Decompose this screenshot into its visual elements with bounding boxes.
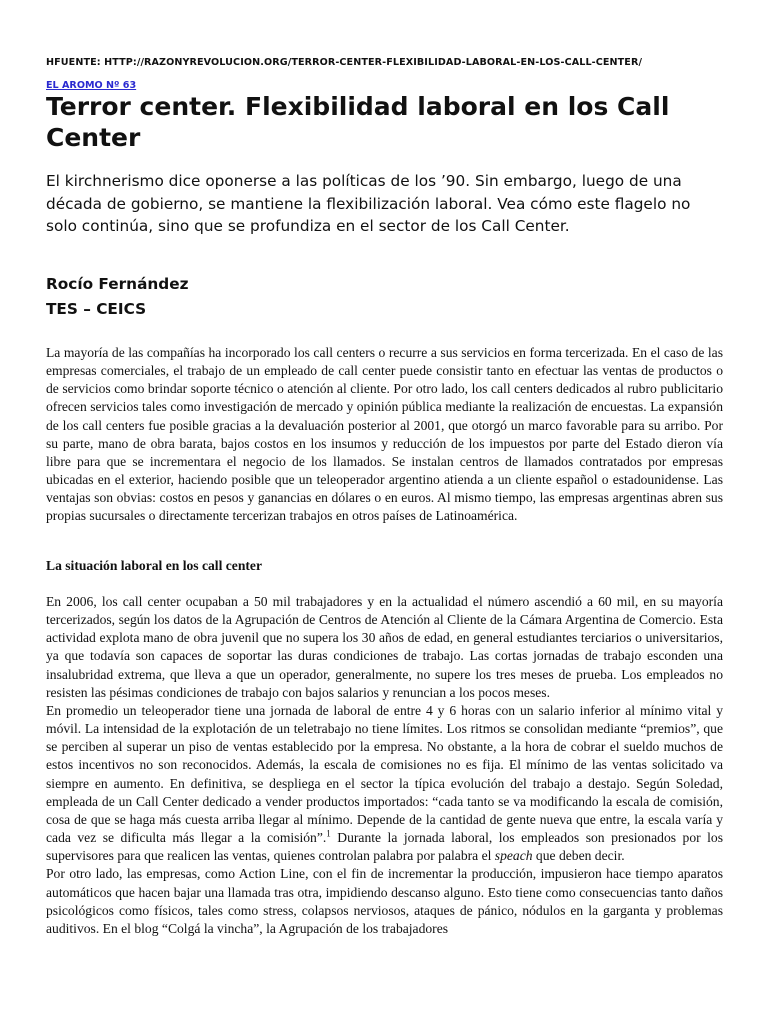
section-heading: La situación laboral en los call center: [46, 558, 262, 573]
section-body: [46, 593, 723, 938]
intro-paragraph: La mayoría de las compañías ha incorporado los call centers o recurre a sus servicios en forma tercerizada. En el caso de las empresas comerciales, el trabajo de un empleado de call center puede consistir tanto en efectuar las ventas de productos o de servicios como brindar soporte técnico o atención al cliente. Por otro lado, los call centers dedicados al rubro publicitario ofrecen servicios tales como investigación de mercado y opinión pública mediante la realización de encuestas. La expansión de los call centers fue posible gracias a la devaluación posterior al 2001, que otorgó un marco favorable para su arribo. Por su parte, mano de obra barata, bajos costos en los insumos y reducción de los impuestos por parte del Estado dieron vía libre para que se incrementara el negocio de los llamados. Se instalan centros de llamados contratados por empresas ubicadas en el exterior, haciendo posible que un teleoperador argentino atienda a un cliente español o estadounidense. Las ventajas son obvias: costos en pesos y ganancias en dólares o en euros. Al mismo tiempo, las empresas argentinas abren sus propias sucursales o directamente tercerizan trabajos en otros países de Latinoamérica.: [46, 345, 723, 524]
article-lead: El kirchnerismo dice oponerse a las políticas de los ’90. Sin embargo, luego de una década de gobierno, se mantiene la flexibilización laboral. Vea cómo este flagelo no solo continúa, sino que se profundiza en el sector de los Call Center.: [46, 172, 691, 235]
section-paragraph-2: [46, 702, 723, 865]
speach-term: speach: [494, 848, 533, 864]
section-paragraph-1: En 2006, los call center ocupaban a 50 mil trabajadores y en la actualidad el número ascendió a 60 mil, en su mayoría tercerizados, según los datos de la Agrupación de Centros de Atención al Cliente de la Cámara Argentina de Comercio. Esta actividad explota mano de obra juvenil que no supera los 30 años de edad, en general estudiantes terciarios o universitarios, ya que todavía son capaces de soportar las duras condiciones de trabajo. Las cortas jornadas de trabajo esconden una insalubridad extrema, que lleva a que un operador, generalmente, no supere los tres meses de prueba. Los empleados no resisten las pésimas condiciones de trabajo con bajos salarios y renuncian a los pocos meses.: [46, 594, 723, 700]
section-paragraph-2-text: En promedio un teleoperador tiene una jornada de laboral de entre 4 y 6 horas con un salario inferior al mínimo vital y móvil. La intensidad de la explotación de un teletrabajo no tiene límites. Los ritmos se consolidan mediante “premios”, que se perciben al superar un piso de ventas establecido por la empresa. No obstante, a la hora de cobrar el sueldo muchos de estos incentivos no son reconocidos. Además, la escala de comisiones no es fija. El mínimo de las ventas solicitado va siempre en aumento. En definitiva, se despliega en el sector la típica evolución del trabajo a destajo. Según Soledad, empleada de un Call Center dedicado a vender productos importados: “cada tanto se va modificando la escala de comisión, cosa de que se haga más cuesta arriba llegar al mínimo. Depende de la cantidad de gente nueva que entre, la escala varía y cada vez se dificulta más llegar a la comisión”.: [46, 702, 723, 846]
section-paragraph-2-end: que deben decir.: [532, 848, 625, 864]
article-title: Terror center. Flexibilidad laboral en los Call Center: [46, 92, 670, 152]
section-paragraph-3: Por otro lado, las empresas, como Action Line, con el fin de incrementar la producción, impusieron hace tiempo aparatos automáticos que hacen bajar una llamada tras otra, impidiendo descanso alguno. Esto tiene como consecuencias tanto daños psicológicos como físicos, tales como stress, colapsos nerviosos, ataques de pánico, nódulos en la garganta y problemas auditivos. En el blog “Colgá la vincha”, la Agrupación de los trabajadores: [46, 866, 723, 936]
section-paragraph-2-continued: Durante la jornada laboral, los empleados son presionados por los supervisores para que realicen las ventas, quienes controlan palabra por palabra el: [46, 830, 723, 864]
author-affiliation: TES – CEICS: [46, 300, 147, 318]
source-url: HFUENTE: HTTP://RAZONYREVOLUCION.ORG/TERROR-CENTER-FLEXIBILIDAD-LABORAL-EN-LOS-CALL-CENTER/: [46, 57, 643, 68]
intro-section: [46, 344, 723, 526]
author-name: Rocío Fernández: [46, 275, 189, 293]
issue-link[interactable]: EL AROMO Nº 63: [46, 80, 137, 91]
footnote-marker[interactable]: 1: [326, 828, 331, 839]
